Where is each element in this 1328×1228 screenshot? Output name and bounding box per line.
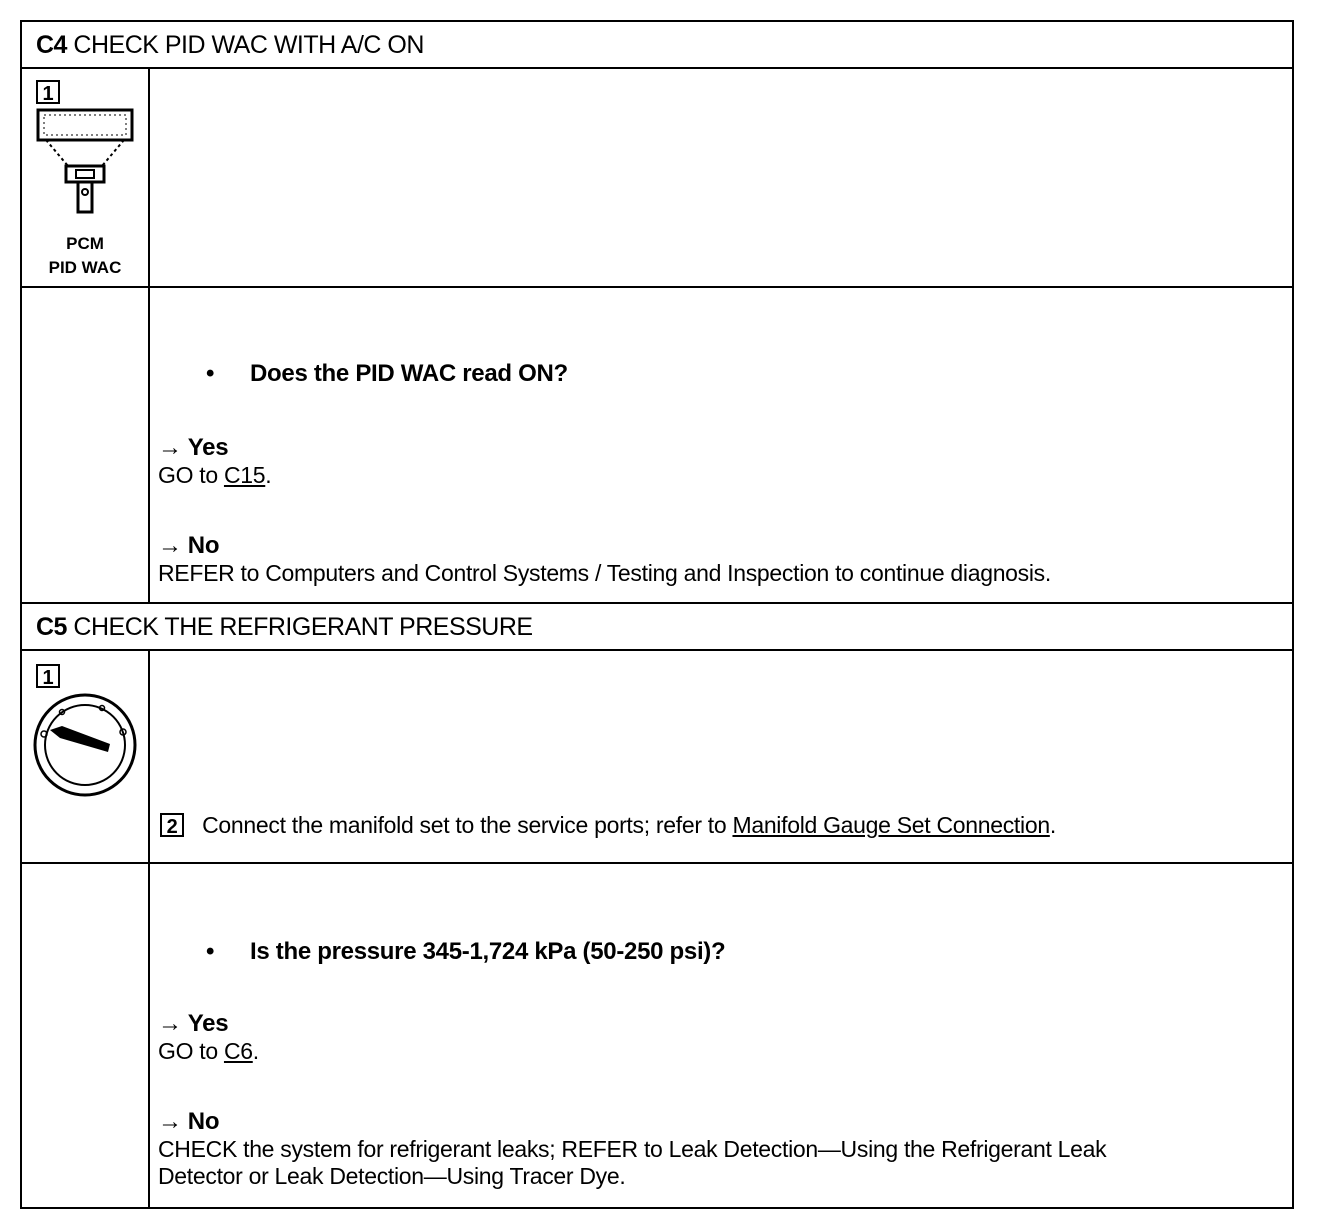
c5-header-title: CHECK THE REFRIGERANT PRESSURE <box>66 613 533 641</box>
c5-step2-number: 2 <box>160 813 184 837</box>
c5-question-text: Is the pressure 345-1,724 kPa (50-250 psi)? <box>250 938 726 965</box>
c5-question: • Is the pressure 345-1,724 kPa (50-250 psi)? <box>206 938 726 965</box>
c4-question-text: Does the PID WAC read ON? <box>250 360 568 387</box>
c4-yes-label: Yes <box>187 434 229 461</box>
c4-no-answer <box>158 532 1051 587</box>
c4-header <box>22 22 1292 68</box>
c5-no-answer <box>158 1108 1106 1190</box>
c4-header-id: C4 <box>36 31 67 59</box>
c4-question: • Does the PID WAC read ON? <box>206 360 568 387</box>
diagnostic-table <box>20 20 1294 1209</box>
arrow-right-icon: → <box>158 532 182 559</box>
c5-no-label: No <box>187 1108 220 1135</box>
c4-icon-label-line2: PID WAC <box>48 258 122 277</box>
c5-yes-suffix: . <box>252 1038 259 1064</box>
c4-yes-answer <box>158 434 271 489</box>
c5-no-text-line1: CHECK the system for refrigerant leaks; REFER to Leak Detection—Using the Refrigerant Leak <box>158 1136 1107 1162</box>
c4-header-title: CHECK PID WAC WITH A/C ON <box>66 31 424 59</box>
c5-header <box>22 604 1292 650</box>
arrow-right-icon: → <box>158 434 182 461</box>
c5-step2-suffix: . <box>1049 812 1056 838</box>
c5-step2-prefix: Connect the manifold set to the service ports; refer to <box>202 812 733 838</box>
c5-step1-icon-cell <box>22 650 148 862</box>
c5-yes-label: Yes <box>187 1010 229 1037</box>
c5-header-id: C5 <box>36 613 67 641</box>
c5-yes-answer <box>158 1010 259 1065</box>
c4-yes-suffix: . <box>265 462 272 488</box>
c5-step2-cell <box>158 650 1282 862</box>
c5-yes-link[interactable]: C6 <box>223 1038 253 1064</box>
c5-no-text-line2: Detector or Leak Detection—Using Tracer Dye. <box>158 1163 626 1189</box>
c5-question-cell <box>158 864 1282 1209</box>
c5-step2 <box>160 812 1056 839</box>
c4-step-number: 1 <box>36 80 60 104</box>
c5-step2-link[interactable]: Manifold Gauge Set Connection <box>732 812 1050 838</box>
c4-icon-label-line1: PCM <box>66 234 104 253</box>
c4-yes-link[interactable]: C15 <box>223 462 266 488</box>
c4-no-text: REFER to Computers and Control Systems / Testing and Inspection to continue diagnosis. <box>158 560 1051 586</box>
c4-step1-icon-cell <box>22 68 148 286</box>
c4-question-cell <box>158 288 1282 604</box>
c5-step1-number: 1 <box>36 664 60 688</box>
arrow-right-icon: → <box>158 1108 182 1135</box>
c4-yes-prefix: GO to <box>158 462 224 488</box>
c5-yes-prefix: GO to <box>158 1038 224 1064</box>
pressure-gauge-icon <box>32 690 142 800</box>
arrow-right-icon: → <box>158 1010 182 1037</box>
c4-icon-label <box>22 232 148 280</box>
c4-no-label: No <box>187 532 220 559</box>
